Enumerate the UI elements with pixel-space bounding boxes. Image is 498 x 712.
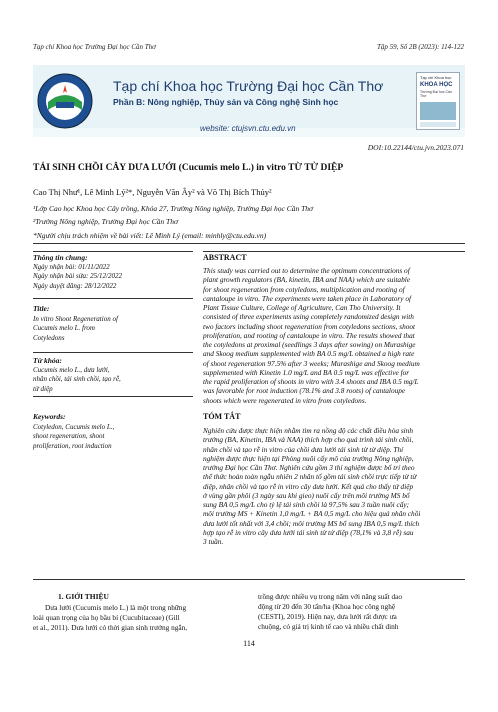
journal-cover-thumbnail [416,72,460,130]
journal-section: Phần B: Nông nghiệp, Thủy sản và Công nghệ Sinh học [113,97,339,107]
abstract-line: of shoot regeneration 97.5% after 3 weeks; Murashige and Skoog medium [203,358,420,368]
affiliation: ²Trường Nông nghiệp, Trường Đại học Cần Thơ [33,217,178,226]
tomtat-line: thể thức hoàn toàn ngẫu nhiên 2 nhân tố gồm tái sinh chồi trực tiếp từ tử [203,472,417,482]
cover-line: Trường Đại học Cần Thơ [420,90,452,98]
intro-line: động từ 20 đến 30 tấn/ha (Khoa học công nghệ [258,602,396,611]
abstract-body [203,266,465,405]
intro-line: trồng được nhiều vụ trong năm với năng suất dao [258,592,403,601]
university-logo-icon [36,72,94,130]
authors: Cao Thị Như¹, Lê Minh Lý²*, Nguyễn Văn Ây² và Võ Thị Bích Thủy² [33,187,272,197]
cover-line: KHOA HỌC [420,82,453,88]
sidebar-divider [33,396,193,397]
divider [33,579,465,580]
affiliation: ¹Lớp Cao học Khoa học Cây trồng, Khóa 27, Trường Nông nghiệp, Trường Đại học Cần Thơ [33,204,314,213]
abstract-line: plant growth regulators (BA, kinetin, IBA and NAA) which are suitable [203,275,410,285]
abstract-divider [203,251,465,252]
tomtat-line: 3 tuần. [203,537,224,546]
tomtat-line: trưởng (BA, Kinetin, IBA và NAA) thích hợp cho quá trình tái sinh chồi, [203,435,414,445]
abstract-line: was favorable for root induction (78.1% and 3.8 roots) of cantaloupe [203,386,406,396]
intro-line: (CESTI), 2019). Hiện nay, dưa lưới rất được ưa [258,612,397,621]
abstract-line: consisted of three experiments using completely randomized design with [203,312,414,322]
paper-title: TÁI SINH CHỒI CÂY DƯA LƯỚI (Cucumis melo L.) in vitro TỪ TỬ DIỆP [33,163,344,173]
intro-line: loài quan trọng của họ bầu bí (Cucubitaceae) (Gill [33,613,180,622]
keyword-line: proliferation, root induction [33,441,112,450]
tomtat-line: môi trường MS + Kinetin 1,0 mg/L + BA 0,5 mg/L cho hiệu quả nhân chồi [203,509,421,519]
tomtat-line: nghiệm được thực hiện tại Phòng nuôi cấy mô của trường Nông nghiệp, [203,453,414,463]
tomtat-line: Nghiên cứu được thực hiện nhằm tìm ra nồng độ các chất điều hòa sinh [203,426,413,435]
abstract-line: shoots which were regenerated in vitro from cotyledons. [203,395,367,405]
intro-line: et al., 2011). Dưa lưới có thời gian sinh trưởng ngắn, [33,623,188,632]
doi: DOI:10.22144/ctu.jvn.2023.071 [367,143,464,152]
tomtat-body [203,426,465,546]
keywords-heading: Keywords: [33,412,66,421]
abstract-line: This study was carried out to determine the optimum concentrations of [203,266,410,275]
cover-line: Tạp chí Khoa học [420,75,452,80]
divider [33,243,465,244]
abstract-line: the cotyledons at proximal (seedlings 3 days after sowing) on Murashige [203,340,416,349]
intro-line: Dưa lưới (Cucumis melo L.) là một trong những [45,603,187,612]
tomtat-line: trường Đại học Cần Thơ. Nghiên cứu gồm 3 thí nghiệm được bố trí theo [203,463,415,472]
english-title-line: Cucumis melo L. from [33,324,95,333]
abstract-line: cantaloupe in vitro. The experiments were taken place in Laboratory of [203,293,411,303]
running-header-left: Tạp chí Khoa học Trường Đại học Cần Thơ [33,43,156,51]
sidebar-divider [33,352,193,353]
journal-title: Tạp chí Khoa học Trường Đại học Cần Thơ [113,78,384,94]
abstract-line: the rapid proliferation of shoots in vitro with 3.4 shoots and IBA 0.5 mg/L [203,377,419,386]
tukhoa-line: tử diệp [33,384,53,393]
title-heading: Title: [33,304,50,313]
tomtat-line: nhân chồi và tạo rễ in vitro của chồi dưa lưới tái sinh từ tử diệp. Thí [203,444,404,454]
abstract-line: two factors including shoot regeneration from cotyledons sections, shoot [203,321,416,331]
keyword-line: Cotyledon, Cucumis melo L., [33,423,115,431]
info-line: Ngày nhận bài sửa: 25/12/2022 [33,272,122,281]
tomtat-line: ở vùng gần phôi (3 ngày sau khi gieo) nuôi cấy trên môi trường MS bổ [203,490,410,500]
intro-line: chuộng, có giá trị kinh tế cao và nhiều chất dinh [258,622,399,631]
abstract-line: Plant Tissue Culture, College of Agriculture, Can Tho University. It [203,303,401,312]
journal-website-link[interactable]: website: ctujsvn.ctu.edu.vn [200,124,296,133]
info-line: Ngày duyệt đăng: 28/12/2022 [33,281,117,290]
tomtat-heading: TÓM TẮT [203,412,241,421]
tukhoa-line: Cucumis melo L., dưa lưới, [33,366,110,374]
tukhoa-line: nhân chồi, tái sinh chồi, tạo rễ, [33,375,121,384]
abstract-line: supplemented with Kinetin 1.0 mg/L and BA 0.5 mg/L was effective for [203,367,410,377]
sidebar-divider [33,251,193,252]
tomtat-line: diệp, nhân chồi và tạo rễ in vitro cây dưa lưới. Kết quả cho thấy tử diệp [203,481,414,491]
abstract-line: proliferation, and rooting of cantaloupe in vitro. The results showed that [203,330,415,340]
tukhoa-heading: Từ khóa: [33,356,62,365]
info-heading: Thông tin chung: [33,253,88,262]
keywords-block [33,423,114,451]
tukhoa-block [33,366,121,394]
page-number: 114 [243,639,255,648]
abstract-heading: ABSTRACT [203,253,247,262]
keyword-line: shoot regeneration, shoot [33,432,105,441]
tomtat-line: dưa lưới tốt nhất với 3,4 chồi; môi trường MS bổ sung IBA 0,5 mg/L thích [203,518,420,528]
abstract-line: and Skoog medium supplemented with BA 0.5 mg/L obtained a high rate [203,349,415,359]
intro-heading: 1. GIỚI THIỆU [58,592,109,601]
info-line: Ngày nhận bài: 01/11/2022 [33,263,110,271]
info-block [33,263,122,291]
tomtat-line: sung BA 0,5 mg/L cho tỷ lệ tái sinh chồi là 97,5% sau 3 tuần nuôi cấy; [203,500,410,509]
intro-left-column [33,603,245,633]
intro-right-column [258,592,465,632]
running-header-right: Tập 59, Số 2B (2023): 114-122 [377,43,464,51]
english-title-line: Cotyledons [33,333,65,342]
english-title-block [33,315,118,343]
tomtat-line: hợp tạo rễ in vitro cây dưa lưới tái sinh từ tử diệp (78,1% và 3,8 rễ) sau [203,527,414,537]
corresponding-author: *Người chịu trách nhiệm về bài viết: Lê Minh Lý (email: minhly@ctu.edu.vn) [33,231,267,240]
english-title-line: In vitro Shoot Regeneration of [33,315,118,323]
abstract-line: for shoot regeneration from cotyledons, multiplication and rooting of [203,284,405,294]
sidebar-divider [33,298,193,299]
